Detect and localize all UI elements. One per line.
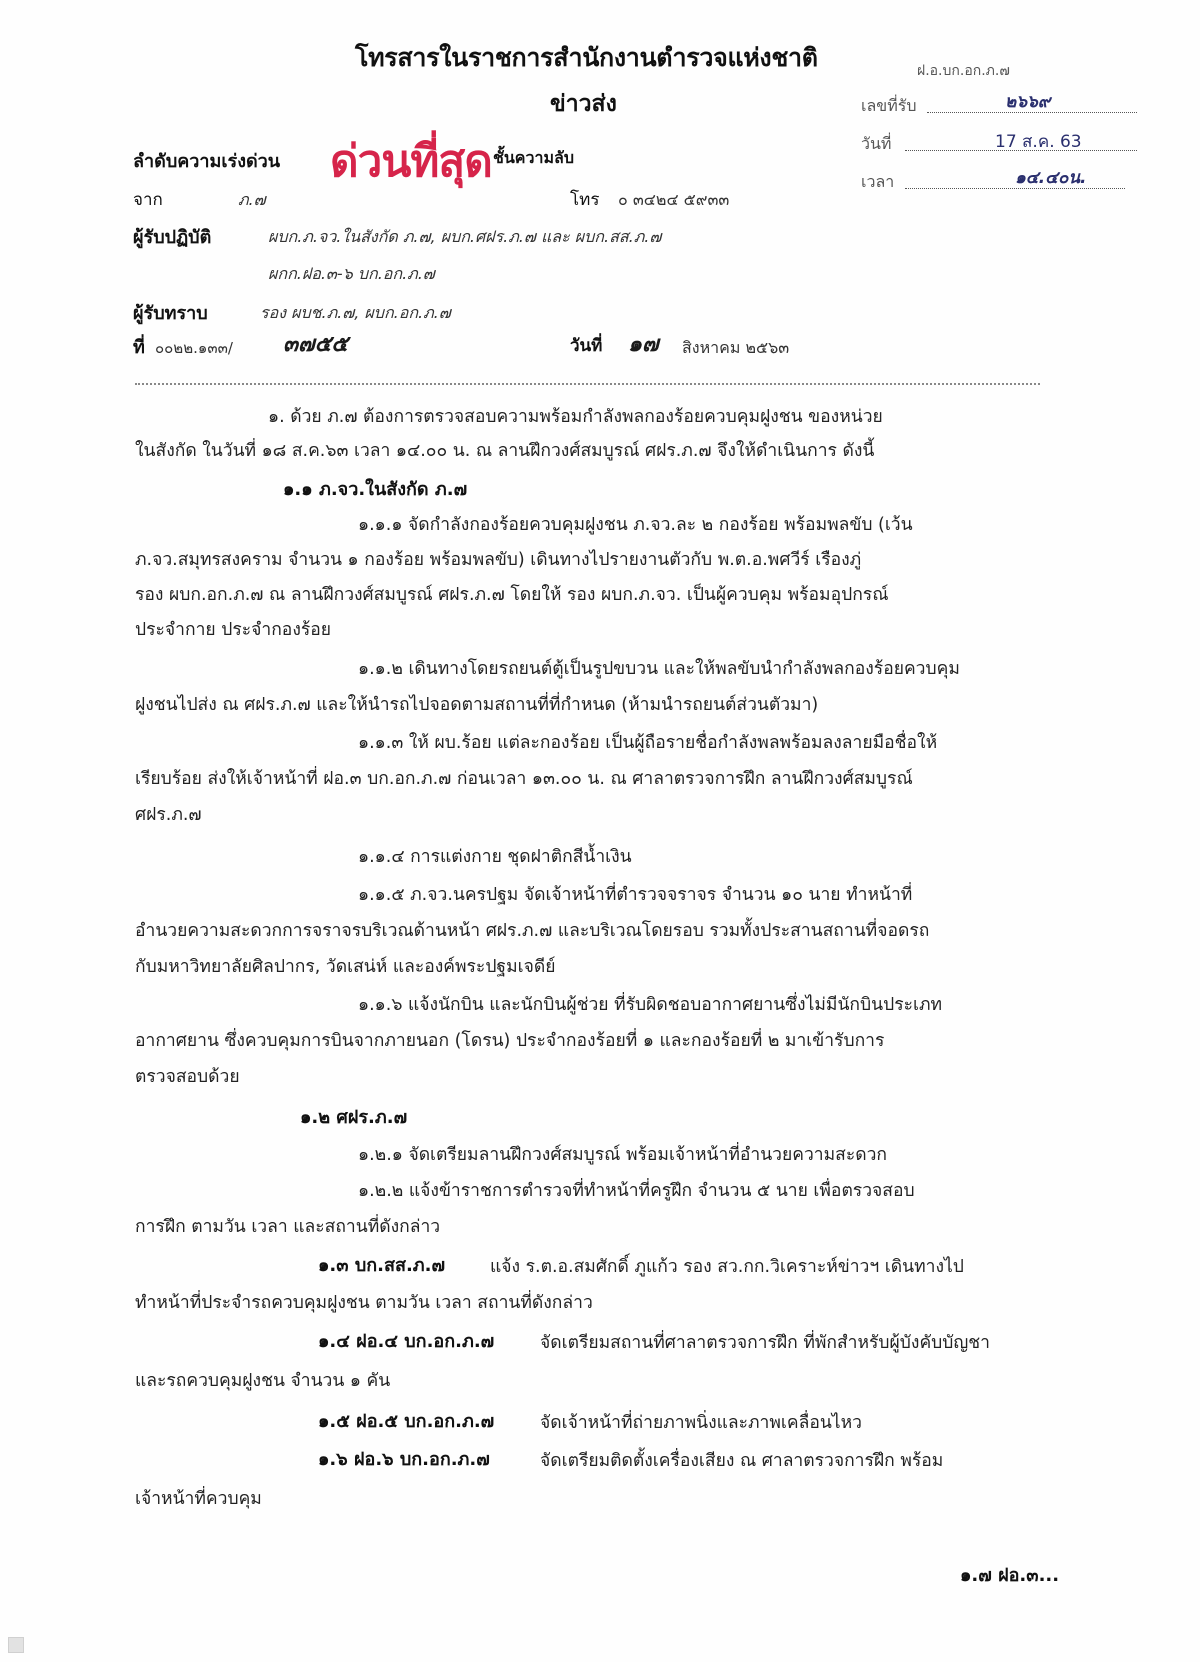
section-1-6-line2: เจ้าหน้าที่ควบคุม: [135, 1489, 262, 1509]
section-1-3-heading: ๑.๓ บก.สส.ภ.๗: [318, 1255, 446, 1276]
section-1-1-5-line3: กับมหาวิทยาลัยศิลปากร, วัดเสน่ห์ และองค์พระปฐมเจดีย์: [135, 957, 556, 977]
section-1-2-1-line1: ๑.๒.๑ จัดเตรียมลานฝึกวงศ์สมบูรณ์ พร้อมเจ้าหน้าที่อำนวยความสะดวก: [358, 1145, 888, 1165]
receipt-stamp: [855, 56, 1140, 226]
para1-line2: ในสังกัด ในวันที่ ๑๘ ส.ค.๖๓ เวลา ๑๔.๐๐ น. ณ ลานฝึกวงศ์สมบูรณ์ ศฝร.ภ.๗ จึงให้ดำเนินการ ดังนี้: [135, 441, 875, 461]
section-1-4-text: จัดเตรียมสถานที่ศาลาตรวจการฝึก ที่พักสำหรับผู้บังคับบัญชา: [540, 1333, 990, 1353]
section-1-5-heading: ๑.๕ ฝอ.๕ บก.อก.ภ.๗: [318, 1411, 495, 1432]
phone-value: ๐ ๓๔๒๔ ๕๙๓๓: [618, 190, 730, 209]
stamp-number-value: ๒๖๖๙: [1005, 92, 1051, 112]
section-1-1-4-line1: ๑.๑.๔ การแต่งกาย ชุดฝาติกสีน้ำเงิน: [358, 847, 632, 867]
stamp-number-label: เลขที่รับ: [861, 96, 917, 115]
header-separator: [135, 383, 1040, 385]
action-recipient-line1: ผบก.ภ.จว.ในสังกัด ภ.๗, ผบก.ศฝร.ภ.๗ และ ผบก.สส.ภ.๗: [268, 227, 662, 246]
date-month-year: สิงหาคม ๒๕๖๓: [682, 338, 790, 357]
section-1-6-text: จัดเตรียมติดตั้งเครื่องเสียง ณ ศาลาตรวจการฝึก พร้อม: [540, 1451, 944, 1471]
from-label: จาก: [133, 190, 163, 210]
reference-label: ที่: [133, 337, 145, 358]
stamp-time-value: ๑๔.๔๐น.: [1015, 168, 1087, 188]
section-1-1-1-line1: ๑.๑.๑ จัดกำลังกองร้อยควบคุมฝูงชน ภ.จว.ละ ๒ กองร้อย พร้อมพลขับ (เว้น: [358, 515, 913, 535]
stamp-date-label: วันที่: [861, 134, 892, 153]
section-1-1-2-line2: ฝูงชนไปส่ง ณ ศฝร.ภ.๗ และให้นำรถไปจอดตามสถานที่ที่กำหนด (ห้ามนำรถยนต์ส่วนตัวมา): [135, 695, 819, 715]
section-1-1-1-line3: รอง ผบก.อก.ภ.๗ ณ ลานฝึกวงศ์สมบูรณ์ ศฝร.ภ.๗ โดยให้ รอง ผบก.ภ.จว. เป็นผู้ควบคุม พร้อมอุปกรณ์: [135, 585, 889, 605]
section-1-2-2-line2: การฝึก ตามวัน เวลา และสถานที่ดังกล่าว: [135, 1217, 441, 1237]
section-1-6-heading: ๑.๖ ฝอ.๖ บก.อก.ภ.๗: [318, 1449, 490, 1470]
watermark-icon: [8, 1637, 24, 1653]
action-recipient-line2: ผกก.ฝอ.๓-๖ บก.อก.ภ.๗: [268, 264, 435, 283]
priority-label: ลำดับความเร่งด่วน: [133, 151, 281, 172]
section-1-1-1-line4: ประจำกาย ประจำกองร้อย: [135, 620, 332, 640]
section-1-1-5-line1: ๑.๑.๕ ภ.จว.นครปฐม จัดเจ้าหน้าที่ตำรวจจราจร จำนวน ๑๐ นาย ทำหน้าที่: [358, 885, 913, 905]
reference-prefix: ๐๐๒๒.๑๓๓/: [155, 339, 233, 357]
section-1-1-6-line1: ๑.๑.๖ แจ้งนักบิน และนักบินผู้ช่วย ที่รับผิดชอบอากาศยานซึ่งไม่มีนักบินประเภท: [358, 995, 943, 1015]
document-title: โทรสารในราชการสำนักงานตำรวจแห่งชาติ: [355, 43, 818, 72]
section-1-2-heading: ๑.๒ ศฝร.ภ.๗: [300, 1107, 408, 1128]
para1-line1: ๑. ด้วย ภ.๗ ต้องการตรวจสอบความพร้อมกำลังพลกองร้อยควบคุมฝูงชน ของหน่วย: [268, 407, 883, 427]
stamp-org: ฝ.อ.บก.อก.ภ.๗: [917, 63, 1010, 79]
info-recipient-label: ผู้รับทราบ: [133, 303, 208, 324]
section-1-2-2-line1: ๑.๒.๒ แจ้งข้าราชการตำรวจที่ทำหน้าที่ครูฝึก จำนวน ๕ นาย เพื่อตรวจสอบ: [358, 1181, 915, 1201]
section-1-1-6-line3: ตรวจสอบด้วย: [135, 1067, 240, 1087]
reference-number-handwritten: ๓๗๕๕: [283, 332, 348, 357]
phone-label: โทร: [570, 190, 600, 210]
section-1-4-heading: ๑.๔ ฝอ.๔ บก.อก.ภ.๗: [318, 1331, 495, 1352]
section-1-1-3-line1: ๑.๑.๓ ให้ ผบ.ร้อย แต่ละกองร้อย เป็นผู้ถือรายชื่อกำลังพลพร้อมลงลายมือชื่อให้: [358, 733, 938, 753]
document-subtitle: ข่าวส่ง: [550, 91, 617, 117]
stamp-date-value: 17 ส.ค. 63: [995, 132, 1082, 152]
from-value: ภ.๗: [238, 190, 266, 209]
section-1-1-5-line2: อำนวยความสะดวกการจราจรบริเวณด้านหน้า ศฝร.ภ.๗ และบริเวณโดยรอบ รวมทั้งประสานสถานที่จอดรถ: [135, 921, 930, 941]
section-1-1-heading: ๑.๑ ภ.จว.ในสังกัด ภ.๗: [283, 479, 468, 500]
section-1-1-2-line1: ๑.๑.๒ เดินทางโดยรถยนต์ตู้เป็นรูปขบวน และให้พลขับนำกำลังพลกองร้อยควบคุม: [358, 659, 960, 679]
section-1-4-line2: และรถควบคุมฝูงชน จำนวน ๑ คัน: [135, 1371, 391, 1391]
section-1-3-line2: ทำหน้าที่ประจำรถควบคุมฝูงชน ตามวัน เวลา สถานที่ดังกล่าว: [135, 1293, 593, 1313]
section-1-5-text: จัดเจ้าหน้าที่ถ่ายภาพนิ่งและภาพเคลื่อนไหว: [540, 1413, 862, 1433]
section-1-1-3-line3: ศฝร.ภ.๗: [135, 805, 202, 825]
info-recipient-value: รอง ผบช.ภ.๗, ผบก.อก.ภ.๗: [260, 303, 451, 322]
section-1-1-3-line2: เรียบร้อย ส่งให้เจ้าหน้าที่ ฝอ.๓ บก.อก.ภ.๗ ก่อนเวลา ๑๓.๐๐ น. ณ ศาลาตรวจการฝึก ลานฝึกวงศ์สมบูรณ์: [135, 769, 913, 789]
stamp-time-label: เวลา: [861, 172, 895, 191]
date-label: วันที่: [570, 336, 603, 356]
section-1-3-text: แจ้ง ร.ต.อ.สมศักดิ์ ภูแก้ว รอง สว.กก.วิเคราะห์ข่าวฯ เดินทางไป: [490, 1257, 964, 1277]
section-1-1-6-line2: อากาศยาน ซึ่งควบคุมการบินจากภายนอก (โดรน) ประจำกองร้อยที่ ๑ และกองร้อยที่ ๒ มาเข้ารับการ: [135, 1031, 885, 1051]
action-recipient-label: ผู้รับปฏิบัติ: [133, 227, 212, 248]
priority-stamp: ด่วนที่สุด: [330, 136, 492, 187]
section-1-1-1-line2: ภ.จว.สมุทรสงคราม จำนวน ๑ กองร้อย พร้อมพลขับ) เดินทางไปรายงานตัวกับ พ.ต.อ.พศวีร์ เรืองภู่: [135, 550, 862, 570]
continued-marker: ๑.๗ ฝอ.๓...: [960, 1565, 1060, 1586]
date-day-handwritten: ๑๗: [628, 332, 659, 357]
secrecy-label: ชั้นความลับ: [493, 148, 574, 167]
